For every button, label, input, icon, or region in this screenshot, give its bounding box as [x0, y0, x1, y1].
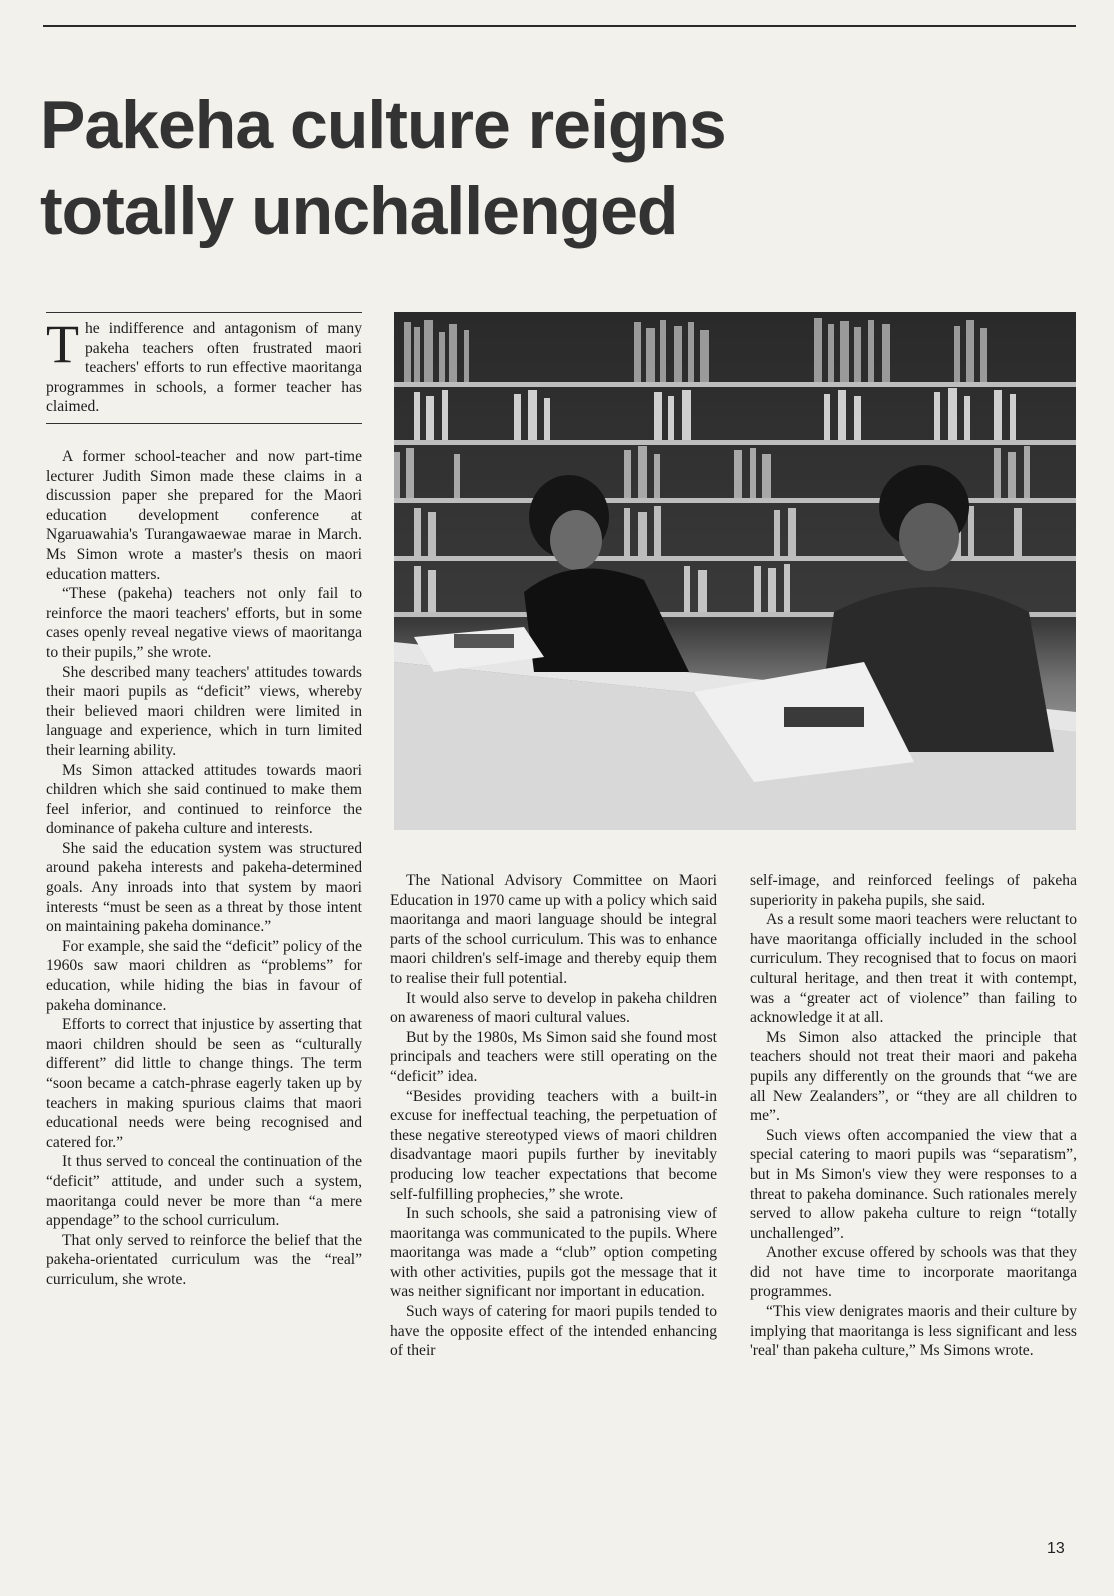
- paragraph: self-image, and reinforced feelings of pakeha superiority in pakeha pupils, she said.: [750, 872, 1077, 909]
- paragraph: That only served to reinforce the belief that the pakeha-orientated curriculum was the “real” curriculum, she wrote.: [46, 1231, 362, 1288]
- top-rule: [43, 25, 1076, 27]
- paragraph: She described many teachers' attitudes towards their maori pupils as “deficit” views, whereby their believed maori children were limited in language and experience, which in turn limited their learning ability.: [46, 663, 362, 759]
- paragraph: In such schools, she said a patronising view of maoritanga was communicated to the pupils. Where maoritanga was made a “club” option competing with other activities, pupils got the message that it was neither significant nor important in education.: [390, 1205, 717, 1301]
- drop-cap: T: [46, 314, 79, 374]
- paragraph: It thus served to conceal the continuation of the “deficit” attitude, and under such a system, maoritanga could never be more than “a mere appendage” to the school curriculum.: [46, 1153, 362, 1230]
- paragraph: Such ways of catering for maori pupils tended to have the opposite effect of the intended enhancing of their: [390, 1303, 717, 1360]
- paragraph: “Besides providing teachers with a built-in excuse for ineffectual teaching, the perpetuation of these negative stereotyped views of maori children disadvantage maori pupils further by inevitably producing low teacher expectations that become self-fulfilling prophecies,” she wrote.: [390, 1087, 717, 1203]
- paragraph: “This view denigrates maoris and their culture by implying that maoritanga is less significant and less 'real' than pakeha culture,” Ms Simons wrote.: [750, 1303, 1077, 1360]
- lead-paragraph: [46, 312, 362, 424]
- paragraph: For example, she said the “deficit” policy of the 1960s saw maori children as “problems” for education, while hiding the bias in favour of pakeha dominance.: [46, 937, 362, 1014]
- page-number: 13: [1047, 1540, 1065, 1557]
- headline-line-1: Pakeha culture reigns: [40, 87, 726, 163]
- article-column-3: [750, 871, 1077, 1361]
- article-column-1: [46, 447, 362, 1290]
- paragraph: But by the 1980s, Ms Simon said she found most principals and teachers were still operating on the “deficit” idea.: [390, 1028, 717, 1085]
- lead-text: he indifference and antagonism of many pakeha teachers often frustrated maori teachers' efforts to run effective maoritanga programmes in schools, a former teacher has claimed.: [46, 320, 362, 416]
- paragraph: It would also serve to develop in pakeha children on awareness of maori cultural values.: [390, 989, 717, 1027]
- paragraph: As a result some maori teachers were reluctant to have maoritanga officially included in the school curriculum. They recognised that to focus on maori cultural heritage, and then treat it with contempt, was a “greater act of violence” than failing to acknowledge it at all.: [750, 911, 1077, 1027]
- paragraph: Efforts to correct that injustice by asserting that maori children should be seen as “culturally different” did little to change things. The term “soon became a catch-phrase eagerly taken up by teachers in making spurious claims that maori educational needs were being recognised and catered for.”: [46, 1016, 362, 1151]
- library-photo-two-students-typing-icon: [394, 312, 1076, 830]
- paragraph: She said the education system was structured around pakeha interests and pakeha-determined goals. Any inroads into that system by maori interests “must be seen as a threat by those intent on maintaining pakeha dominance.”: [46, 839, 362, 936]
- article-column-2: [390, 871, 717, 1361]
- paragraph: Such views often accompanied the view that a special catering to maori pupils was “separatism”, but in Ms Simon's view they were responses to a threat to pakeha dominance. Such rationales merely served to allow pakeha culture to reign “totally unchallenged”.: [750, 1126, 1077, 1242]
- paragraph: “These (pakeha) teachers not only fail to reinforce the maori teachers' efforts, but in some cases openly reveal negative views of maoritanga to their pupils,” she wrote.: [46, 585, 362, 661]
- library-photo: [394, 312, 1076, 830]
- paragraph: Ms Simon attacked attitudes towards maori children which she said continued to make them feel inferior, and continued to reinforce the dominance of pakeha culture and interests.: [46, 761, 362, 838]
- paragraph: Another excuse offered by schools was that they did not have time to incorporate maoritanga programmes.: [750, 1244, 1077, 1301]
- headline: [40, 82, 940, 254]
- paragraph: Ms Simon also attacked the principle that teachers should not treat their maori and pakeha pupils any differently on the grounds that “we are all New Zealanders”, or “they are all children to me”.: [750, 1028, 1077, 1125]
- paragraph: The National Advisory Committee on Maori Education in 1970 came up with a policy which said maoritanga and maori language should be integral parts of the school curriculum. This was to enhance maori children's self-image and thereby equip them to realise their full potential.: [390, 872, 717, 987]
- paragraph: A former school-teacher and now part-time lecturer Judith Simon made these claims in a discussion paper she prepared for the Maori education development conference at Ngaruawahia's Turangawaewae marae in March. Ms Simon wrote a master's thesis on maori education matters.: [46, 448, 362, 583]
- headline-line-2: totally unchallenged: [40, 173, 678, 249]
